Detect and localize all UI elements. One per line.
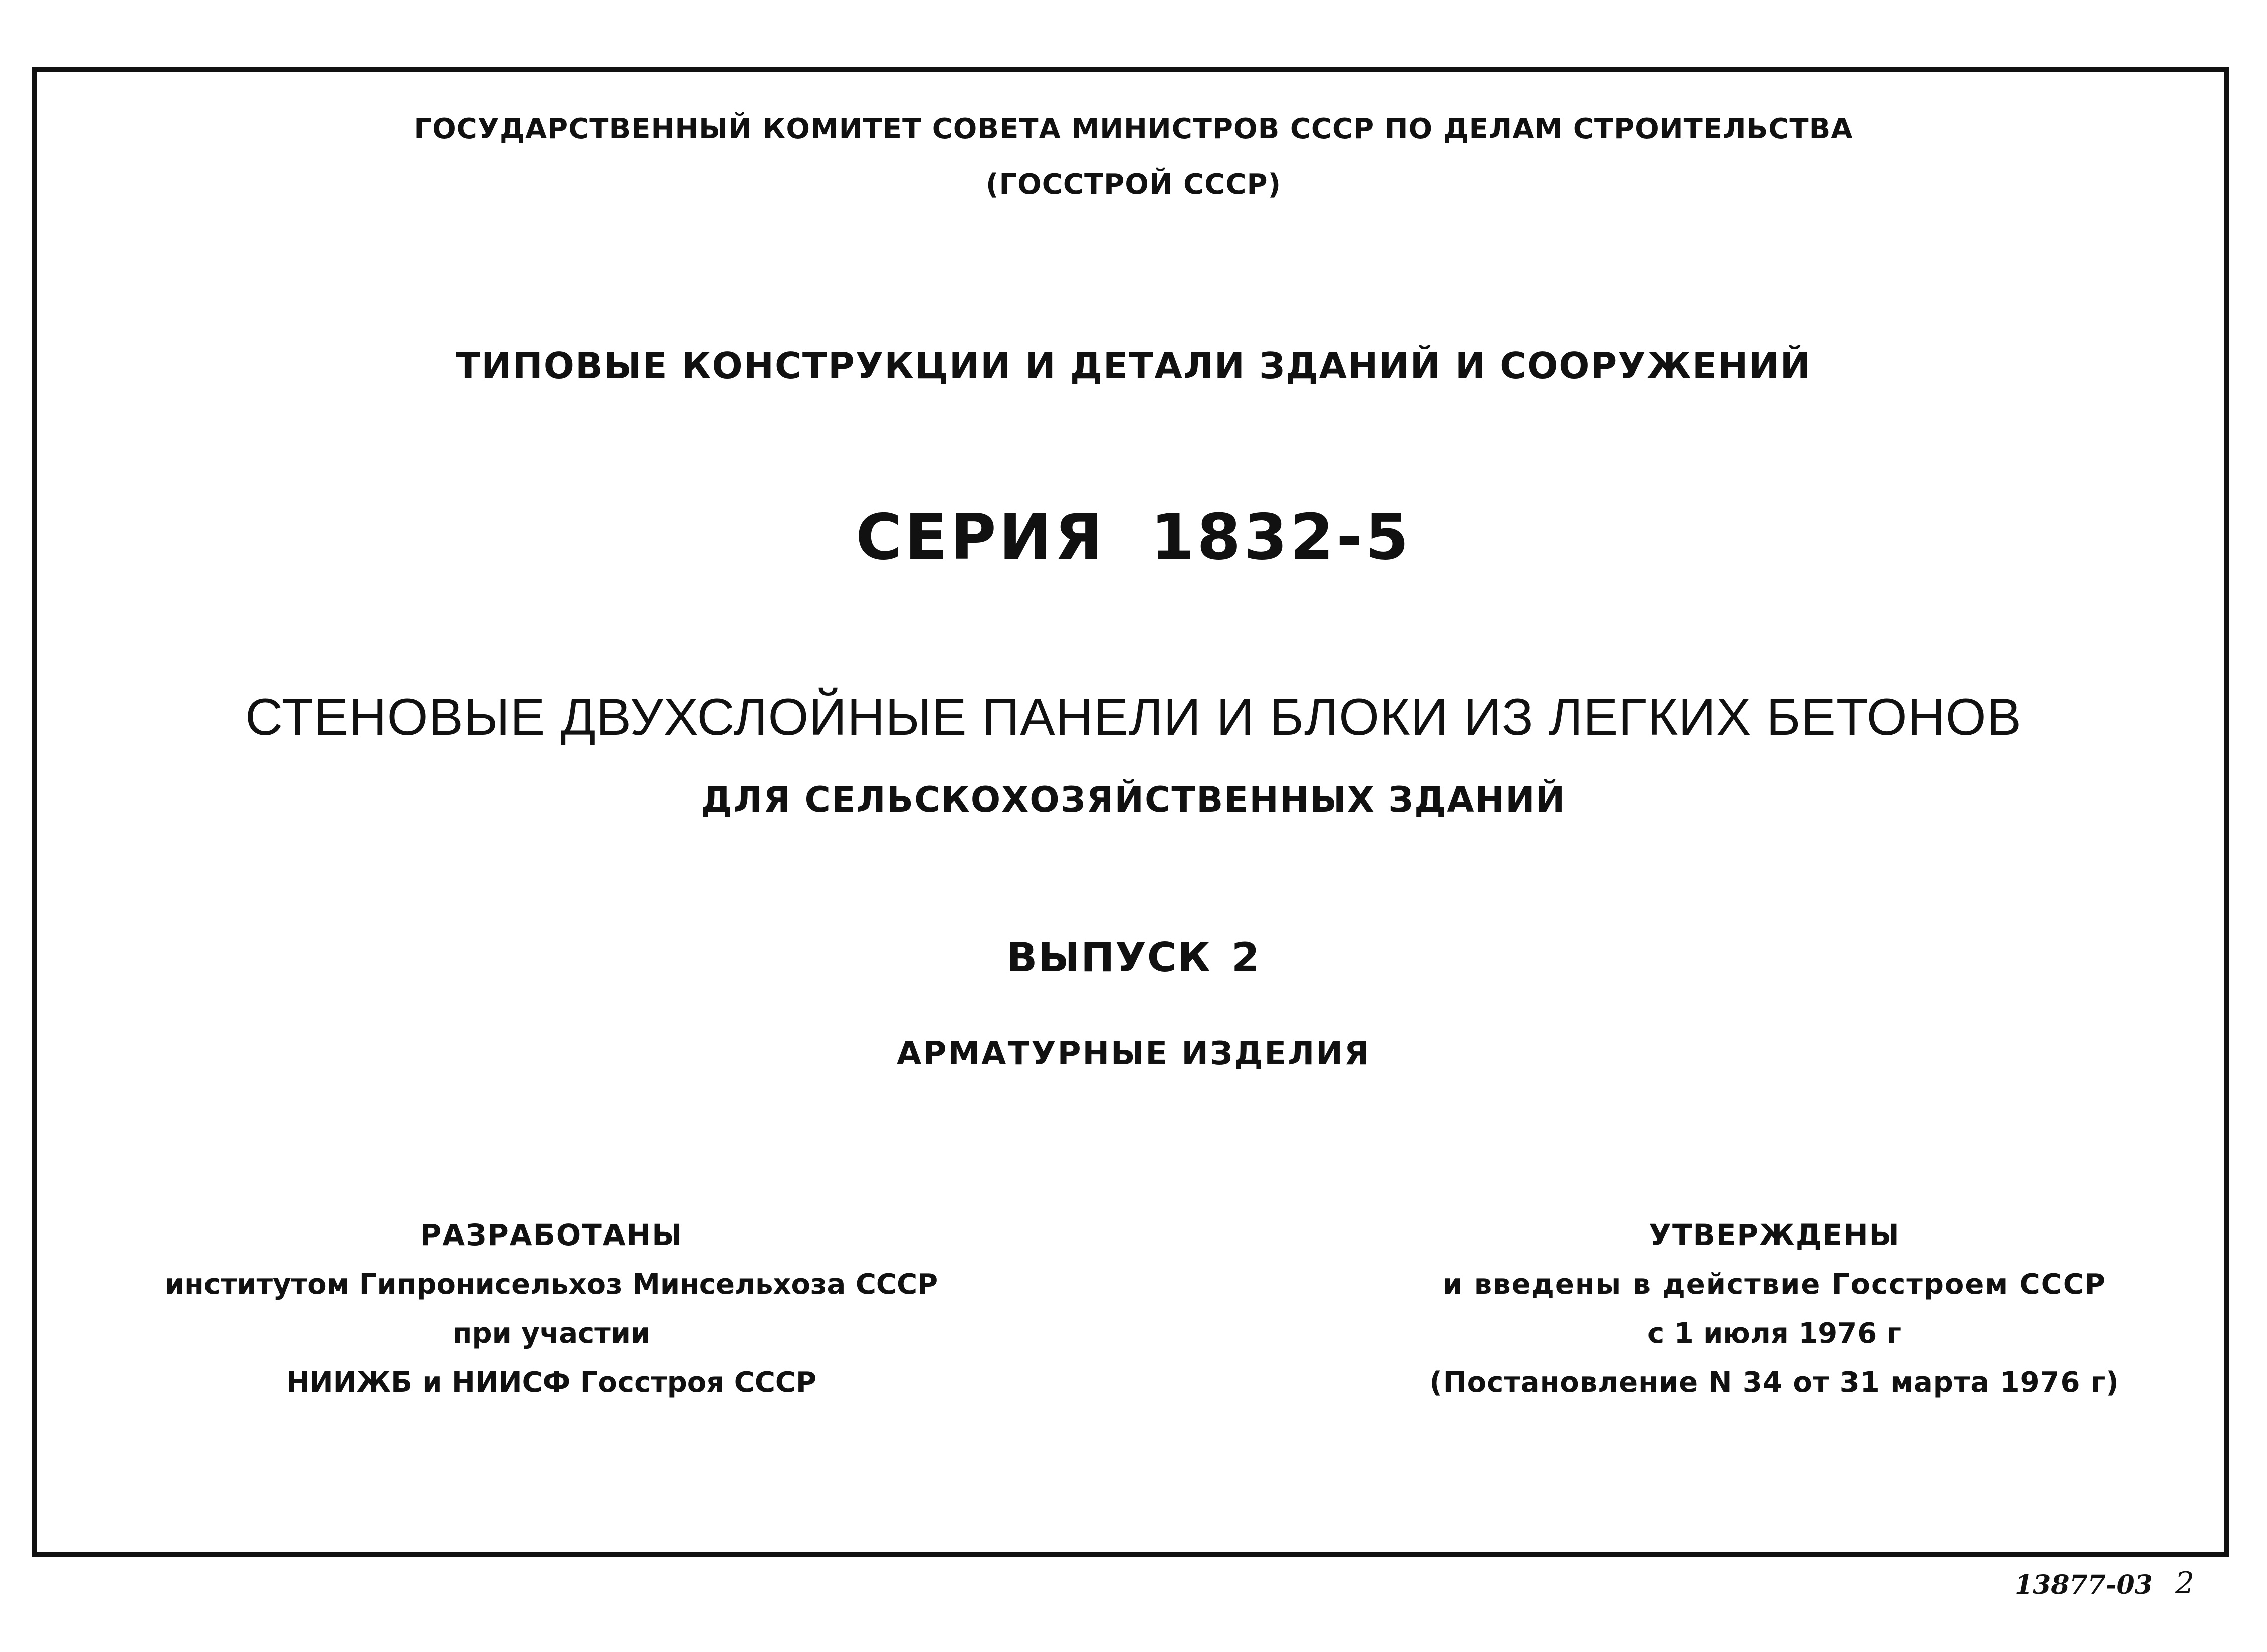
archive-number: 13877-03 (2015, 1570, 2153, 1600)
developed-line-2: при участии (452, 1317, 651, 1350)
series-line (0, 500, 2267, 574)
developed-line-1: институтом Гипронисельхоз Минсельхоза СССР (164, 1268, 938, 1301)
issue-subject: АРМАТУРНЫЕ ИЗДЕЛИЯ (896, 1035, 1371, 1072)
series-label: СЕРИЯ (855, 500, 1106, 574)
developed-line-3: НИИЖБ и НИИСФ Госстроя СССР (286, 1366, 817, 1399)
series-number: 1832-5 (1150, 500, 1412, 574)
committee-abbreviation: (ГОССТРОЙ СССР) (985, 168, 1282, 201)
approved-line-2: с 1 июля 1976 г (1647, 1317, 1901, 1350)
developed-heading: РАЗРАБОТАНЫ (420, 1218, 683, 1252)
issue-label: ВЫПУСК (1006, 934, 1211, 981)
issue-number: 2 (1231, 934, 1261, 981)
committee-name: ГОСУДАРСТВЕННЫЙ КОМИТЕТ СОВЕТА МИНИСТРОВ СССР ПО ДЕЛАМ СТРОИТЕЛЬСТВА (414, 113, 1853, 145)
approved-heading: УТВЕРЖДЕНЫ (1648, 1218, 1900, 1252)
issue-line (0, 934, 2267, 981)
collection-title: ТИПОВЫЕ КОНСТРУКЦИИ И ДЕТАЛИ ЗДАНИЙ И СООРУЖЕНИЙ (456, 345, 1811, 387)
document-subtitle: ДЛЯ СЕЛЬСКОХОЗЯЙСТВЕННЫХ ЗДАНИЙ (701, 779, 1566, 820)
approved-line-3: (Постановление N 34 от 31 марта 1976 г) (1429, 1366, 2119, 1399)
sheet-number: 2 (2175, 1566, 2195, 1601)
document-title: СТЕНОВЫЕ ДВУХСЛОЙНЫЕ ПАНЕЛИ И БЛОКИ ИЗ ЛЕГКИХ БЕТОНОВ (245, 688, 2022, 746)
approved-line-1: и введены в действие Госстроем СССР (1442, 1268, 2106, 1301)
